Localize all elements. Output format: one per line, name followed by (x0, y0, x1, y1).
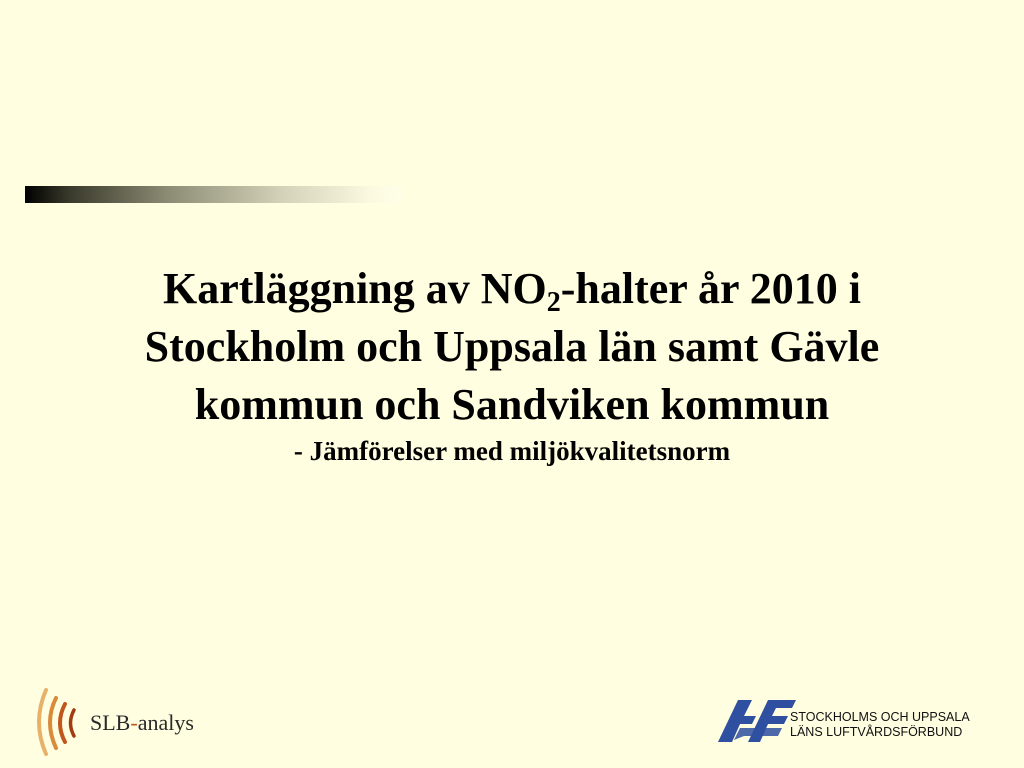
slb-arcs-icon (32, 686, 92, 758)
lvf-logo-text (790, 710, 970, 740)
luftvardsforbund-logo (718, 694, 1008, 746)
slb-text-main: SLB (90, 710, 131, 735)
slb-analys-logo (32, 686, 222, 758)
title-line2: Stockholm och Uppsala län samt Gävle (144, 322, 880, 371)
slb-logo-text (90, 710, 194, 736)
gradient-accent-bar (25, 186, 401, 203)
slb-text-dot: - (130, 710, 138, 735)
lf-mark-icon (718, 694, 798, 746)
title-part2: -halter år 2010 i (560, 264, 862, 313)
slide-subtitle: - Jämförelser med miljökvalitetsnorm (293, 436, 731, 466)
lvf-line1: STOCKHOLMS OCH UPPSALA (790, 710, 970, 724)
title-part1: Kartläggning av NO (162, 264, 547, 313)
lvf-line2: LÄNS LUFTVÅRDSFÖRBUND (790, 725, 963, 739)
title-line3: kommun och Sandviken kommun (194, 380, 830, 429)
slide-title (0, 260, 1024, 434)
title-subscript: 2 (546, 287, 561, 318)
slb-text-rest: analys (137, 710, 194, 735)
title-block (0, 260, 1024, 468)
